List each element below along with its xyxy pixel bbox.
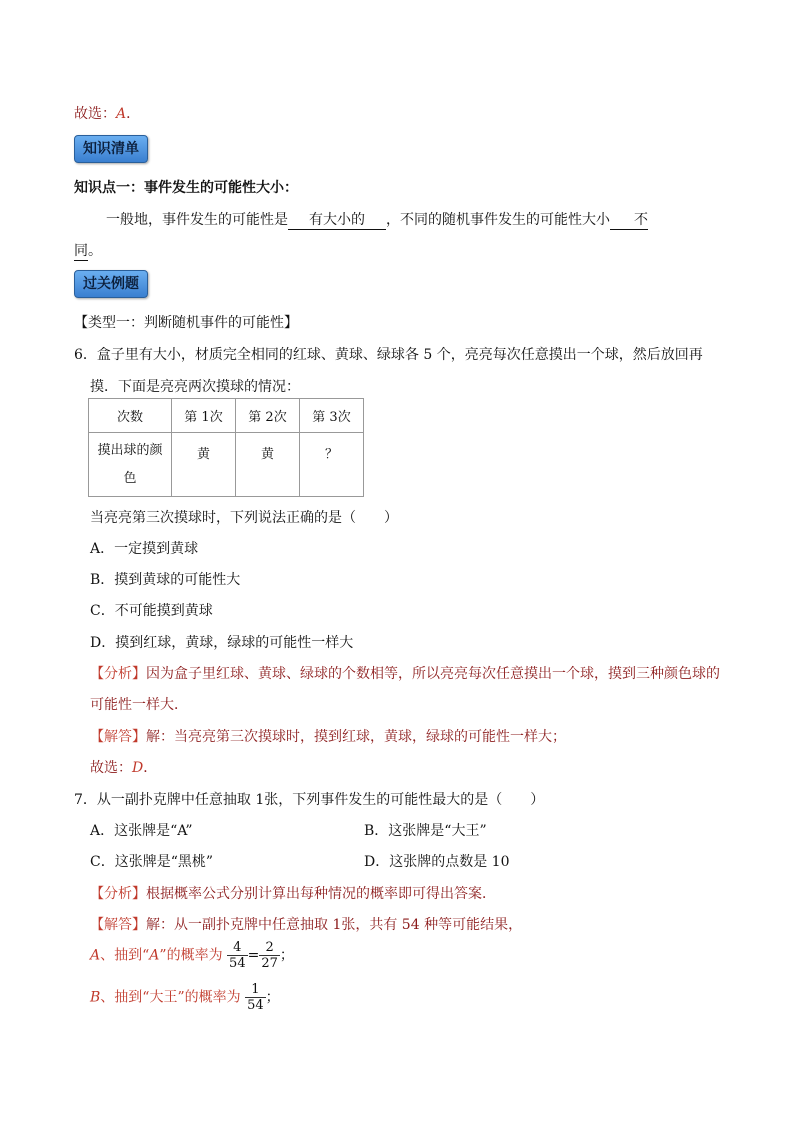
q7-line-a-prefix: A [90, 947, 101, 964]
q6-table [88, 398, 364, 497]
table-header: 第 3次 [300, 399, 364, 433]
q6-analysis-line-1 [90, 663, 720, 683]
prev-answer-choice: A [116, 106, 127, 122]
table-cell: 黄 [236, 433, 300, 497]
fraction [259, 940, 280, 971]
q7-line-b-end: ； [265, 989, 280, 1006]
q7-line-a-end: ； [279, 947, 294, 964]
fraction-denominator: 27 [261, 956, 278, 971]
blank-2a: 不 [610, 209, 648, 230]
q6-line-1 [74, 344, 703, 364]
q7-stem [74, 789, 544, 809]
q7-analysis-tag: 【分析】 [90, 886, 146, 902]
q6-number: 6． [74, 347, 97, 363]
fraction-numerator: 4 [227, 940, 248, 956]
q6-option-a: A．一定摸到黄球 [90, 541, 199, 557]
q6-option-d: D．摸到红球，黄球，绿球的可能性一样大 [90, 635, 354, 651]
q6-stem: 当亮亮第三次摸球时，下列说法正确的是（ ） [90, 510, 398, 526]
knowledge-text-b: ，不同的随机事件发生的可能性大小 [386, 212, 610, 228]
q6-option-c: C．不可能摸到黄球 [90, 603, 213, 619]
q6-solution-text: 解：当亮亮第三次摸球时，摸到红球，黄球，绿球的可能性一样大； [146, 729, 566, 745]
type-heading: 【类型一：判断随机事件的可能性】 [74, 315, 298, 331]
q6-answer [90, 757, 157, 777]
fraction-denominator: 54 [247, 998, 264, 1013]
q7-line-b-prefix: B [90, 989, 101, 1006]
q7-option-a: A．这张牌是“A” [90, 823, 193, 839]
q6-analysis-line-2: 可能性一样大． [90, 697, 188, 713]
fraction-numerator: 1 [245, 982, 266, 998]
q7-line-b-text: 、抽到“大王”的概率为 [100, 989, 241, 1006]
knowledge-line-1 [106, 209, 648, 230]
q7-option-b: B．这张牌是“大王” [364, 823, 487, 839]
row-label-line-2: 色 [123, 470, 137, 486]
table-header: 第 2次 [236, 399, 300, 433]
table-row [89, 433, 364, 497]
badge-knowledge-list: 知识清单 [74, 135, 148, 163]
prev-answer [74, 103, 140, 123]
fraction-numerator: 2 [259, 940, 280, 956]
q6-answer-end: ． [143, 760, 158, 776]
q7-solution-text: 解：从一副扑克牌中任意抽取 1张，共有 54 种等可能结果， [146, 917, 523, 933]
fraction [227, 940, 248, 971]
q7-stem-text: 从一副扑克牌中任意抽取 1张，下列事件发生的可能性最大的是（ ） [96, 792, 545, 808]
q7-line-a-card: A [149, 947, 160, 964]
q7-analysis [90, 883, 496, 903]
blank-1: 有大小的 [288, 209, 386, 230]
knowledge-line-2 [74, 240, 102, 261]
q6-analysis-text-1: 因为盒子里红球、黄球、绿球的个数相等，所以亮亮每次任意摸出一个球，摸到三种颜色球的 [146, 666, 720, 682]
fraction [245, 982, 266, 1013]
q7-solution [90, 914, 522, 934]
knowledge-text-a: 一般地，事件发生的可能性是 [106, 212, 288, 228]
q7-line-a-text2: ”的概率为 [159, 947, 223, 964]
knowledge-title: 知识点一：事件发生的可能性大小： [74, 180, 298, 196]
q6-option-b: B．摸到黄球的可能性大 [90, 572, 241, 588]
q6-analysis-tag: 【分析】 [90, 666, 146, 682]
table-header: 次数 [89, 399, 172, 433]
q7-option-d: D．这张牌的点数是 10 [364, 854, 510, 870]
q6-line-2: 摸．下面是亮亮两次摸球的情况： [90, 379, 300, 395]
q6-answer-label: 故选： [90, 760, 132, 776]
equals-sign: = [247, 947, 260, 964]
q7-line-a-text: 、抽到“ [100, 947, 150, 964]
q6-answer-choice: D [132, 760, 144, 776]
q7-analysis-text: 根据概率公式分别计算出每种情况的概率即可得出答案． [146, 886, 496, 902]
q7-line-b [90, 982, 280, 1013]
prev-answer-label: 故选： [74, 106, 116, 122]
fraction-denominator: 54 [229, 956, 246, 971]
prev-answer-end: ． [126, 106, 141, 122]
q7-option-c: C．这张牌是“黑桃” [90, 854, 214, 870]
q6-solution [90, 726, 566, 746]
q7-solution-tag: 【解答】 [90, 917, 146, 933]
badge-examples: 过关例题 [74, 270, 148, 298]
q6-text-1: 盒子里有大小，材质完全相同的红球、黄球、绿球各 5 个，亮亮每次任意摸出一个球，然后放回再 [96, 347, 703, 363]
table-header: 第 1次 [172, 399, 236, 433]
q6-solution-tag: 【解答】 [90, 729, 146, 745]
row-label-line-1: 摸出球的颜 [97, 442, 163, 458]
knowledge-end: 。 [88, 243, 102, 259]
table-cell: ？ [300, 433, 364, 497]
table-row [89, 399, 364, 433]
q7-number: 7． [74, 792, 97, 808]
table-cell: 黄 [172, 433, 236, 497]
table-row-label [89, 433, 172, 497]
blank-2b: 同 [74, 240, 88, 261]
q7-line-a [90, 940, 294, 971]
